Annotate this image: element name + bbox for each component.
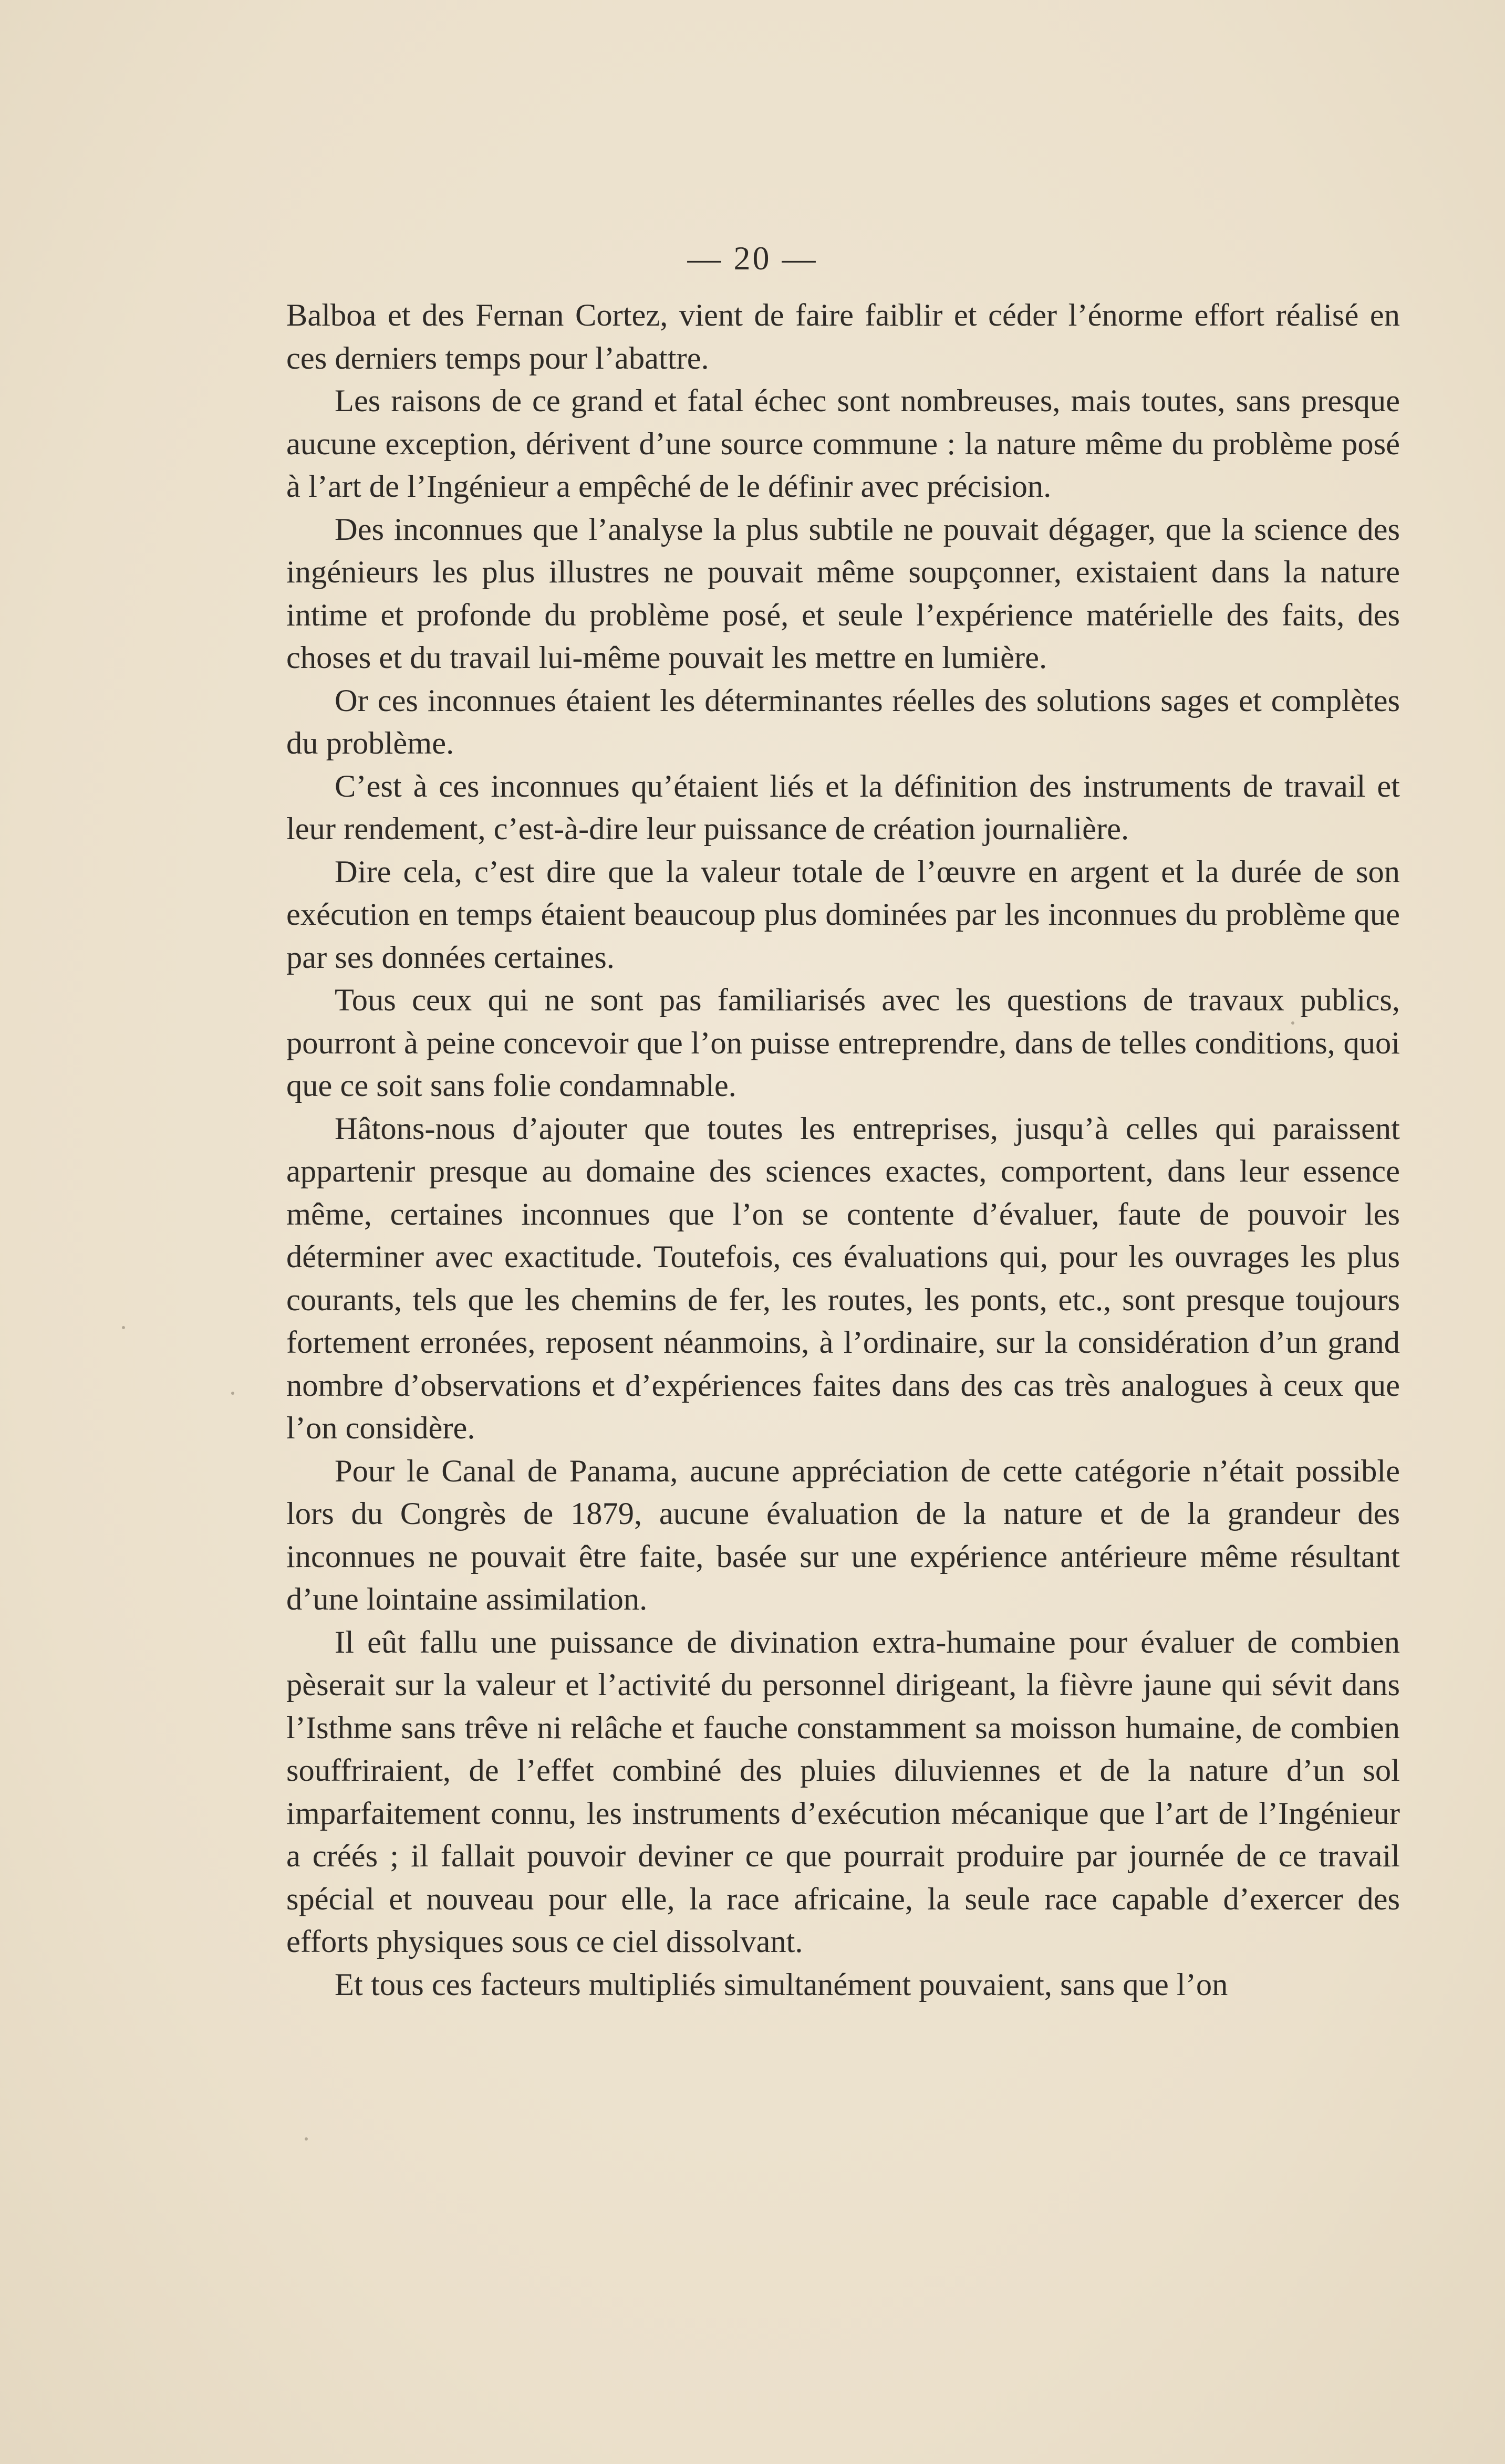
paragraph-7: Tous ceux qui ne sont pas familiarisés avec les questions de travaux publics, pourront à peine concevoir que l’on puisse entreprendre, dans de telles conditions, quoi que ce soit sans folie condamnable. bbox=[286, 983, 1400, 1103]
paragraph-5: C’est à ces inconnues qu’étaient liés et la définition des instruments de travail et leur rendement, c’est-à-dire leur puissance de création journalière. bbox=[286, 768, 1400, 847]
paragraph-8: Hâtons-nous d’ajouter que toutes les entreprises, jusqu’à celles qui paraissent appartenir presque au domaine des sciences exactes, comportent, dans leur essence même, certaines inconnues que l’on se contente d’évaluer, faute de pouvoir les déterminer avec exactitude. Toutefois, ces évaluations qui, pour les ouvrages les plus courants, tels que les chemins de fer, les routes, les ponts, etc., sont presque toujours fortement erronées, reposent néanmoins, à l’ordinaire, sur la considération d’un grand nombre d’observations et d’expériences faites dans des cas très analogues à ceux que l’on considère. bbox=[286, 1111, 1400, 1446]
body-text bbox=[286, 294, 1400, 2006]
paragraph-1: Balboa et des Fernan Cortez, vient de faire faiblir et céder l’énorme effort réalisé en ces derniers temps pour l’abattre. bbox=[286, 298, 1400, 376]
paper-speck bbox=[231, 1392, 234, 1395]
paragraph-6: Dire cela, c’est dire que la valeur totale de l’œuvre en argent et la durée de son exécution en temps étaient beaucoup plus dominées par les inconnues du problème que par ses données certaines. bbox=[286, 854, 1400, 975]
paragraph-11: Et tous ces facteurs multipliés simultanément pouvaient, sans que l’on bbox=[335, 1967, 1228, 2002]
page-number: — 20 — bbox=[687, 239, 818, 277]
paper-speck bbox=[305, 2137, 308, 2141]
paper-speck bbox=[1291, 1021, 1294, 1025]
paragraph-4: Or ces inconnues étaient les déterminantes réelles des solutions sages et complètes du problème. bbox=[286, 683, 1400, 761]
paragraph-2: Les raisons de ce grand et fatal échec sont nombreuses, mais toutes, sans presque aucune exception, dérivent d’une source commune : la nature même du problème posé à l’art de l’Ingénieur a empêché de le définir avec précision. bbox=[286, 383, 1400, 504]
paper-speck bbox=[122, 1326, 125, 1329]
paragraph-3: Des inconnues que l’analyse la plus subtile ne pouvait dégager, que la science des ingénieurs les plus illustres ne pouvait même soupçonner, existaient dans la nature intime et profonde du problème posé, et seule l’expérience matérielle des faits, des choses et du travail lui-même pouvait les mettre en lumière. bbox=[286, 511, 1400, 675]
paragraph-9: Pour le Canal de Panama, aucune appréciation de cette catégorie n’était possible lors du Congrès de 1879, aucune évaluation de la nature et de la grandeur des inconnues ne pouvait être faite, basée sur une expérience antérieure même résultant d’une lointaine assimilation. bbox=[286, 1453, 1400, 1617]
paragraph-10: Il eût fallu une puissance de divination extra-humaine pour évaluer de combien pèserait sur la valeur et l’activité du personnel dirigeant, la fièvre jaune qui sévit dans l’Isthme sans trêve ni relâche et fauche constamment sa moisson humaine, de combien souffriraient, de l’effet combiné des pluies diluviennes et de la nature d’un sol imparfaitement connu, les instruments d’exécution mécanique que l’art de l’Ingénieur a créés ; il fallait pouvoir deviner ce que pourrait produire par journée de ce travail spécial et nouveau pour elle, la race africaine, la seule race capable d’exercer des efforts physiques sous ce ciel dissolvant. bbox=[286, 1624, 1400, 1959]
